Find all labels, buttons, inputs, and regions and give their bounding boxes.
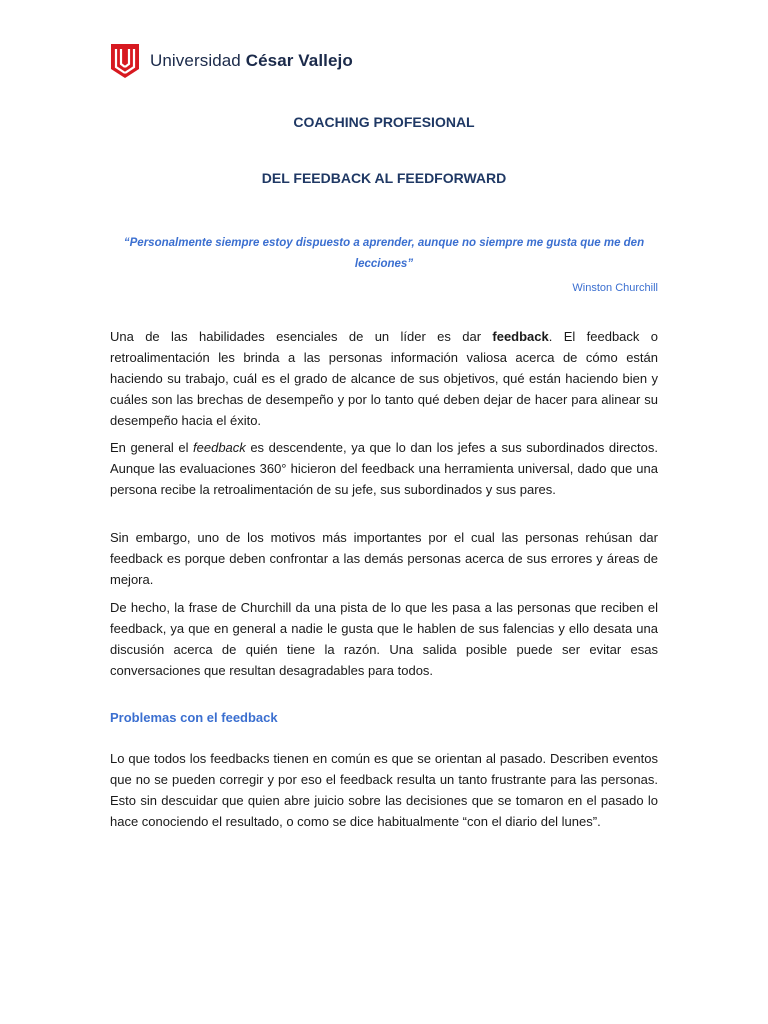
university-name-regular: Universidad	[150, 51, 246, 70]
course-title: COACHING PROFESIONAL	[293, 114, 475, 130]
paragraph-general	[110, 437, 658, 500]
paragraph-intro	[110, 326, 658, 431]
university-shield-icon	[110, 43, 140, 79]
quote-text: “Personalmente siempre estoy dispuesto a aprender, aunque no siempre me gusta que me den lecciones”	[123, 237, 645, 270]
paragraph-problems: Lo que todos los feedbacks tienen en común es que se orientan al pasado. Describen eventos que no se pueden corregir y por eso el feedback resulta un tanto frustrante para las personas. Esto sin descuidar que quien abre juicio sobre las decisiones que se tomaron en el pasado lo hace conociendo el resultado, o como se dice habitualmente “con el diario del lunes”.	[110, 751, 658, 829]
paragraph-churchill: De hecho, la frase de Churchill da una pista de lo que les pasa a las personas que reciben el feedback, ya que en general a nadie le gusta que le hablen de sus falencias y ello desata una discusión acerca de quién tiene la razón. Una salida posible puede ser evitar esas conversaciones que resultan desagradables para todos.	[110, 600, 658, 678]
p1-text-start: Una de las habilidades esenciales de un líder es dar	[110, 329, 493, 344]
paragraph-however: Sin embargo, uno de los motivos más importantes por el cual las personas rehúsan dar feedback es porque deben confrontar a las demás personas acerca de sus errores y áreas de mejora.	[110, 530, 658, 587]
section-heading: Problemas con el feedback	[110, 710, 278, 725]
p2-text-end: es descendente, ya que lo dan los jefes a sus subordinados directos. Aunque las evaluaciones 360° hicieron del feedback una herramienta universal, dado que una persona recibe la retroalimentación de su jefe, sus subordinados y sus pares.	[110, 440, 658, 497]
p2-italic-term: feedback	[193, 440, 246, 455]
p1-bold-term: feedback	[492, 329, 549, 344]
topic-title: DEL FEEDBACK AL FEEDFORWARD	[261, 170, 507, 186]
p2-text-start: En general el	[110, 440, 194, 455]
university-name-bold: César Vallejo	[245, 51, 353, 70]
university-name	[150, 51, 353, 71]
p1-text-end: . El feedback o retroalimentación les brinda a las personas información valiosa acerca de cómo están haciendo su trabajo, cuál es el grado de alcance de sus objetivos, qué están haciendo bien y cuáles son las brechas de desempeño y por lo tanto qué deben dejar de hacer para alinear su desempeño hacia el éxito.	[110, 329, 658, 428]
university-logo	[110, 42, 353, 80]
quote-author: Winston Churchill	[572, 282, 658, 294]
